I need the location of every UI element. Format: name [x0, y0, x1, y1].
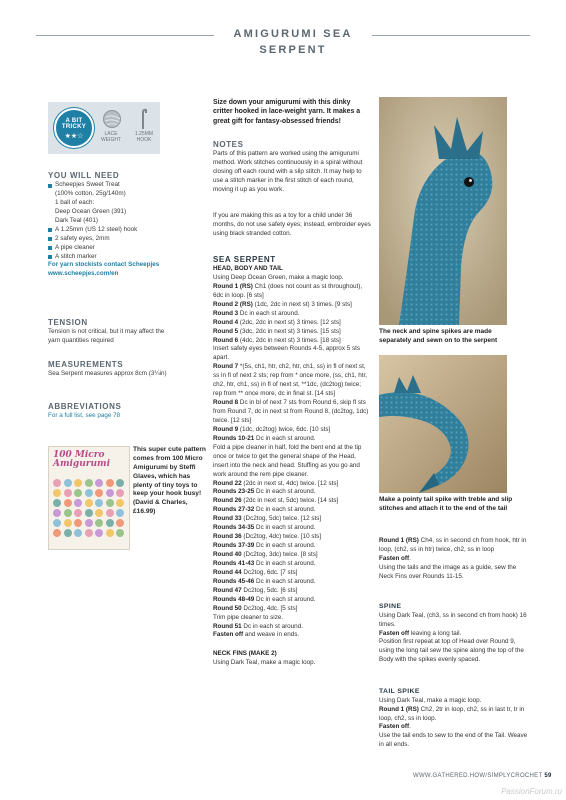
list-item: A pipe cleaner — [48, 244, 198, 253]
photo2-caption: Make a pointy tail spike with treble and slip stitches and attach it to the end of the tail — [379, 496, 513, 512]
round-label: Round 6 — [213, 336, 239, 344]
round-label: Round 1 (RS) — [213, 282, 253, 290]
pattern-line — [379, 612, 529, 630]
tail-spike-heading: TAIL SPIKE — [379, 688, 420, 695]
round-instruction: Dc in each st around. — [254, 595, 316, 603]
round-label: Rounds 45-46 — [213, 577, 255, 585]
amigurumi-grid-illustration — [53, 479, 127, 537]
pattern-line — [379, 555, 529, 564]
difficulty-rating-box — [48, 102, 160, 154]
round-label: Round 7 — [213, 363, 239, 371]
pattern-line — [213, 596, 371, 605]
pattern-line — [213, 319, 371, 328]
pattern-line — [213, 524, 371, 533]
header-rule-right — [372, 35, 530, 36]
pattern-line — [213, 345, 371, 363]
book-promo-text: This super cute pattern comes from 100 Micro Amigurumi by Steffi Glaves, which has plenty of tiny toys to keep your hook busy! (David & Charles, £16.99) — [133, 446, 206, 516]
tail-spike-rounds — [379, 697, 529, 751]
badge-line1: A BIT — [65, 118, 83, 124]
tension-text: Tension is not critical, but it may affect the yarn quantities required — [48, 328, 165, 344]
pattern-line — [213, 444, 371, 480]
abbreviations-heading: ABBREVIATIONS — [48, 402, 122, 411]
round-label: Round 4 — [213, 318, 239, 326]
round-instruction: Use the tail ends to sew to the end of the Tail. Weave in all ends. — [379, 732, 528, 749]
pattern-line — [379, 630, 529, 639]
round-instruction: (2dc in next st, 5dc) twice. [14 sts] — [241, 497, 339, 505]
book-cover-title: 100 Micro Amigurumi — [53, 450, 110, 469]
pattern-line — [213, 587, 371, 596]
pattern-line — [213, 569, 371, 578]
page-number: 59 — [544, 773, 552, 779]
crochet-hook-icon — [139, 108, 149, 130]
pattern-line — [213, 435, 371, 444]
round-label: Round 9 — [213, 425, 239, 433]
pattern-line — [213, 301, 371, 310]
materials-list — [48, 181, 198, 279]
round-instruction: Dc in each st around. — [254, 434, 316, 442]
yarn-weight-label: LACE WEIGHT — [101, 131, 121, 143]
round-label: Round 8 — [213, 399, 239, 407]
neck-fins-heading: NECK FINS (MAKE 2) — [213, 650, 277, 658]
round-label: Fasten off — [379, 723, 410, 731]
round-instruction: *(5s, ch1, htr, ch2, htr, ch1, ss) in fl of next st, ss in fl of next 2 sts; rep from * once more, (ss, ch1, htr, ch2, htr, ch1, ss) in fl of next st, **1dc, (dc2tog) twice; rep from ** once more, dc in final st. [14 sts] — [213, 363, 367, 398]
spine-heading: SPINE — [379, 603, 402, 610]
pattern-rounds-list — [213, 274, 371, 640]
pattern-line — [213, 426, 371, 435]
list-sub-item: Dark Teal (401) — [55, 216, 98, 224]
round-label: Rounds 41-43 — [213, 559, 255, 567]
tail-spike-section — [379, 687, 529, 750]
difficulty-badge — [54, 108, 94, 148]
round-instruction: Trim pipe cleaner to size. — [213, 613, 284, 621]
pattern-line — [213, 614, 371, 623]
pattern-line — [213, 337, 371, 346]
round-label: Rounds 37-39 — [213, 542, 255, 550]
list-sub-item: (100% cotton, 25g/140m) — [55, 189, 126, 197]
round-instruction: (Dc2tog, 3dc) twice. [8 sts] — [241, 551, 318, 558]
round-label: Fasten off — [379, 629, 410, 637]
round-label: Round 40 — [213, 551, 242, 558]
round-instruction: Dc in each st around. — [254, 488, 316, 496]
round-label: Round 1 (RS) — [379, 537, 419, 544]
pattern-line — [213, 631, 371, 640]
round-instruction: Using the tails and the image as a guide, sew the Neck Fins over Rounds 11-15. — [379, 563, 517, 580]
round-instruction: Ch4, ss in second ch from hook, htr in loop, (ch2, ss in htr) twice, ch2, ss in loop — [379, 537, 527, 553]
round-instruction: (Dc2tog, 4dc) twice. [10 sts] — [241, 533, 322, 541]
round-instruction: Dc in each st around. — [254, 559, 316, 567]
round-instruction: Using Dark Teal, (ch3, ss in second ch from hook) 16 times. — [379, 611, 527, 628]
pattern-line — [379, 732, 529, 750]
round-instruction: (1dc, 2dc in next st) 3 times. [9 sts] — [252, 300, 352, 308]
abbreviations-text: For a full list, see page 78 — [48, 412, 121, 419]
round-instruction: (2dc in next st, 4dc) twice. [12 sts] — [241, 479, 339, 487]
pattern-line — [213, 274, 371, 283]
round-label: Round 51 — [213, 622, 242, 630]
page-title: AMIGURUMI SEA SERPENT — [233, 28, 353, 56]
round-label: Rounds 10-21 — [213, 434, 255, 442]
round-instruction: Dc in each st around. — [254, 542, 316, 550]
round-label: Fasten off — [213, 631, 244, 639]
pattern-line — [213, 488, 371, 497]
round-instruction: Dc in each st around. — [241, 622, 303, 630]
pattern-line — [379, 564, 529, 582]
stockists-link[interactable]: For yarn stockists contact Scheepjes www.scheepjes.com/en — [48, 261, 160, 278]
header-rule-left — [36, 35, 214, 36]
round-label: Round 1 (RS) — [379, 705, 419, 713]
round-label: Round 50 — [213, 604, 242, 612]
notes-paragraph-1: Parts of this pattern are worked using the amigurumi method. Work stitches continuously in a spiral without closing off each round with a slip stitch. It may help to use a stitch marker in the first stitch of each round, moving it up as you work. — [213, 150, 363, 193]
tension-heading: TENSION — [48, 318, 88, 327]
pattern-line — [213, 480, 371, 489]
pattern-line — [213, 497, 371, 506]
pattern-line — [379, 723, 529, 732]
yarn-ball-icon — [103, 110, 121, 128]
round-instruction: Insert safety eyes between Rounds 4-5, approx 5 sts apart. — [213, 345, 361, 362]
list-item: Scheepjes Sweet Treat — [48, 181, 198, 190]
round-instruction: Dc in each st around. — [238, 309, 300, 317]
sea-serpent-heading: SEA SERPENT — [213, 255, 276, 264]
round-instruction: Dc in bl of next 7 sts from Round 6, skip fl sts from Round 7, dc in next st from Round 8, (dc2tog, 1dc) twice. [12 sts] — [213, 399, 369, 424]
watermark: PassionForum.ru — [501, 787, 562, 796]
pattern-line — [213, 560, 371, 569]
round-instruction: (4dc, 2dc in next st) 3 times. [18 sts] — [238, 336, 341, 344]
list-item: 2 safety eyes, 2mm — [48, 235, 198, 244]
pattern-line — [213, 506, 371, 515]
pattern-line — [379, 706, 529, 724]
tail-spike-photo — [379, 355, 507, 493]
pattern-body — [213, 265, 371, 668]
pattern-line — [213, 363, 371, 399]
intro-text: Size down your amigurumi with this dinky critter hooked in lace-weight yarn. It makes a great gift for fantasy-obsessed friends! — [213, 99, 361, 125]
you-will-need-heading: YOU WILL NEED — [48, 171, 120, 180]
round-instruction: Ch1 (does not count as st throughout), 6dc in loop. [6 sts] — [213, 282, 363, 299]
neck-fins-rounds — [379, 537, 529, 582]
round-instruction: (Dc2tog, 5dc) twice. [12 sts] — [241, 515, 322, 523]
round-label: Rounds 34-35 — [213, 524, 255, 532]
round-instruction: Fold a pipe cleaner in half, fold the bent end at the tip once or twice to get the general shape of the Head, insert into the neck and head. Stuffing as you go and work around the rem pipe cleaner. — [213, 443, 362, 478]
round-instruction: Using Deep Ocean Green, make a magic loop. — [213, 273, 344, 281]
round-instruction: Dc in each st around. — [254, 506, 316, 514]
round-instruction: (3dc, 2dc in next st) 3 times. [15 sts] — [238, 327, 341, 335]
pattern-line — [213, 578, 371, 587]
pattern-line — [213, 542, 371, 551]
measurements-heading: MEASUREMENTS — [48, 360, 124, 369]
round-label: Rounds 27-32 — [213, 506, 255, 514]
round-instruction: Dc2tog, 5dc. [6 sts] — [241, 586, 298, 594]
pattern-line — [379, 537, 529, 555]
hook-size-label: 1.25MM HOOK — [134, 131, 154, 143]
pattern-line — [213, 623, 371, 632]
pattern-line — [213, 515, 371, 524]
round-label: Round 3 — [213, 309, 239, 317]
round-label: Round 2 (RS) — [213, 300, 253, 308]
round-instruction: Position first repeat at top of Head over Round 9, using the long tail sew the spine along the top of the Body with the spikes evenly spaced. — [379, 638, 524, 664]
pattern-line — [379, 638, 529, 665]
round-instruction: Dc2tog, 6dc. [7 sts] — [241, 568, 298, 576]
page-footer — [413, 772, 552, 781]
pattern-line — [213, 328, 371, 337]
spine-section — [379, 602, 529, 665]
round-instruction: and weave in ends. — [243, 631, 300, 639]
round-instruction: Using Dark Teal, make a magic loop. — [379, 696, 482, 704]
badge-line2: TRICKY — [61, 124, 87, 131]
round-instruction: Dc in each st around. — [254, 524, 316, 532]
neck-fins-text: Using Dark Teal, make a magic loop. — [213, 659, 316, 667]
round-label: Rounds 23-25 — [213, 488, 255, 496]
round-instruction: . — [409, 554, 411, 562]
photo1-caption: The neck and spine spikes are made separately and sewn on to the serpent — [379, 328, 498, 344]
neck-fins-continued — [379, 537, 529, 582]
round-label: Round 22 — [213, 479, 242, 487]
round-label: Round 47 — [213, 586, 242, 594]
pattern-line — [213, 551, 371, 560]
round-label: Round 5 — [213, 327, 239, 335]
star-icons: ★★☆ — [64, 132, 84, 140]
round-instruction: (1dc, dc2tog) twice, 6dc. [10 sts] — [238, 425, 331, 433]
pattern-line — [213, 605, 371, 614]
round-instruction: . — [409, 723, 411, 731]
round-instruction: Ch2, 2tr in loop, ch2, ss in last tr, tr in loop, ch2, ss in loop. — [379, 705, 525, 722]
pattern-line — [213, 399, 371, 426]
round-instruction: (2dc, 2dc in next st) 3 times. [12 sts] — [238, 318, 341, 326]
list-sub-item: Deep Ocean Green (391) — [55, 207, 127, 215]
spine-rounds — [379, 612, 529, 666]
list-item: A 1.25mm (US 12 steel) hook — [48, 226, 198, 235]
measurements-text: Sea Serpent measures approx 8cm (3¼in) — [48, 370, 167, 377]
pattern-line — [213, 533, 371, 542]
sea-serpent-head-photo — [379, 97, 507, 325]
round-instruction: Dc2tog, 4dc. [5 sts] — [241, 604, 298, 612]
round-label: Round 36 — [213, 533, 242, 541]
book-cover-image — [48, 446, 130, 550]
pattern-line — [379, 697, 529, 706]
head-body-tail-subheading: HEAD, BODY AND TAIL — [213, 265, 283, 272]
footer-url[interactable]: WWW.GATHERED.HOW/SIMPLYCROCHET — [413, 773, 543, 779]
round-instruction: leaving a long tail. — [409, 629, 462, 637]
round-instruction: Dc in each st around. — [254, 577, 316, 585]
round-label: Round 44 — [213, 568, 242, 576]
list-sub-item: 1 ball of each: — [55, 198, 95, 206]
round-label: Round 33 — [213, 515, 242, 523]
notes-paragraph-2: If you are making this as a toy for a child under 36 months, do not use safety eyes; instead, embroider eyes using black stranded cotton. — [213, 212, 371, 237]
notes-heading: NOTES — [213, 140, 244, 149]
round-label: Round 26 — [213, 497, 242, 505]
round-label: Rounds 48-49 — [213, 595, 255, 603]
list-item: A stitch marker — [48, 253, 198, 262]
round-label: Fasten off — [379, 554, 410, 562]
pattern-line — [213, 283, 371, 301]
pattern-line — [213, 310, 371, 319]
